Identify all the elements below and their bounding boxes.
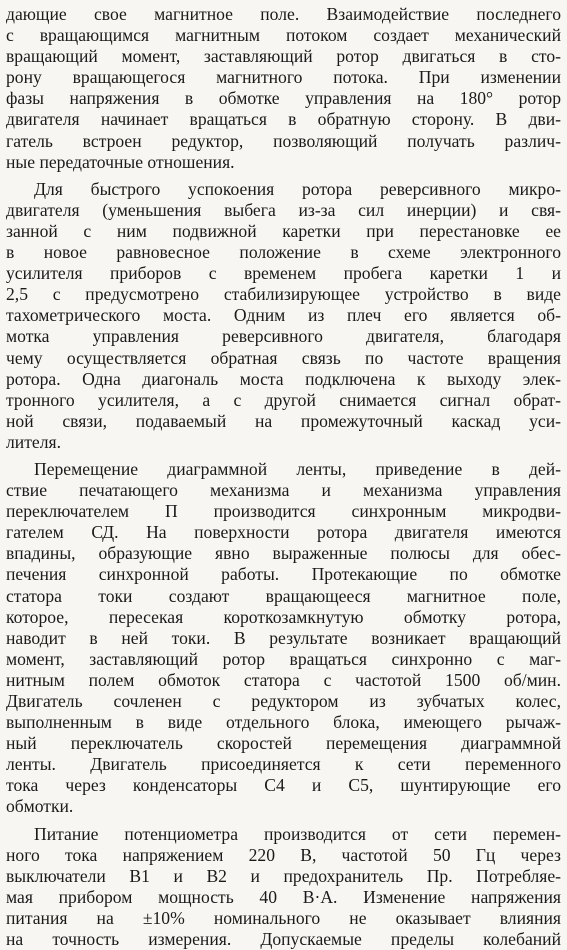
text-line: ствие печатающего механизма и механизма управления — [6, 480, 561, 501]
text-line: ные передаточные отношения. — [6, 151, 235, 172]
paragraph-1 — [6, 4, 561, 173]
paragraph-3 — [6, 459, 561, 818]
text-line: Перемещение диаграммной ленты, приведение в дей- — [34, 458, 561, 479]
text-line: статора токи создают вращающееся магнитное поле, — [6, 585, 561, 606]
text-line: момент, заставляющий ротор вращаться синхронно с маг- — [6, 648, 561, 669]
text-line: ной связи, подаваемый на промежуточный каскад уси- — [6, 410, 561, 431]
text-line: усилителя приборов с временем пробега каретки 1 и — [6, 263, 561, 284]
text-line: вращающий момент, заставляющий ротор двигаться в сто- — [6, 46, 561, 67]
text-line: выполненным в виде отдельного блока, имеющего рычаж- — [6, 712, 561, 733]
text-line: 2,5 с предусмотрено стабилизирующее устройство в виде — [6, 284, 561, 305]
text-line: дающие свое магнитное поле. Взаимодействие последнего — [6, 4, 561, 24]
text-line: лителя. — [6, 431, 61, 452]
text-line: фазы напряжения в обмотке управления на 180° ротор — [6, 88, 561, 109]
text-line: тронного усилителя, а с другой снимается сигнал обрат- — [6, 389, 561, 410]
text-line: Двигатель сочленен с редуктором из зубчатых колес, — [6, 691, 561, 711]
paragraph-2 — [6, 179, 561, 453]
text-line: чему осуществляется обратная связь по частоте вращения — [6, 347, 561, 368]
text-line: переключателем П производится синхронным микродви- — [6, 501, 561, 522]
text-line: двигателя (уменьшения выбега из-за сил инерции) и свя- — [6, 199, 561, 220]
text-line: гателем СД. На поверхности ротора двигателя имеются — [6, 522, 561, 543]
text-line: занной с ним подвижной каретки при перестановке ее — [6, 220, 561, 241]
paragraph-4 — [6, 824, 561, 950]
text-line: Для быстрого успокоения ротора реверсивного микро- — [34, 178, 561, 199]
text-line: мая прибором мощность 40 В·А. Изменение напряжения — [6, 886, 561, 907]
text-line: рону вращающегося магнитного потока. При изменении — [6, 67, 561, 88]
text-line: наводит в ней токи. В результате возникает вращающий — [6, 627, 561, 648]
text-line: обмотки. — [6, 796, 74, 817]
text-line: тока через конденсаторы С4 и С5, шунтирующие его — [6, 775, 561, 796]
text-line: которое, пересекая короткозамкнутую обмотку ротора, — [6, 606, 561, 627]
text-line: двигателя начинает вращаться в обратную сторону. В дви- — [6, 109, 561, 130]
text-line: Питание потенциометра производится от сети перемен- — [34, 823, 561, 844]
text-line: тахометрического моста. Одним из плеч его является об- — [6, 305, 561, 326]
text-line: выключатели В1 и В2 и предохранитель Пр. Потребляе- — [6, 865, 561, 886]
text-line: питания на ±10% номинального не оказывает влияния — [6, 907, 561, 928]
text-line: гатель встроен редуктор, позволяющий получать различ- — [6, 130, 561, 151]
text-line: нитным полем обмоток статора с частотой 1500 об/мин. — [6, 669, 561, 690]
text-line: в новое равновесное положение в схеме электронного — [6, 242, 561, 263]
text-line: впадины, образующие явно выраженные полюсы для обес- — [6, 543, 561, 564]
text-line: печения синхронной работы. Протекающие по обмотке — [6, 564, 561, 585]
text-line: с вращающимся магнитным потоком создает механический — [6, 25, 561, 46]
text-line: на точность измерения. Допускаемые пределы колебаний — [6, 929, 561, 950]
text-line: ного тока напряжением 220 В, частотой 50 Гц через — [6, 844, 561, 865]
text-line: ный переключатель скоростей перемещения диаграммной — [6, 733, 561, 754]
text-line: мотка управления реверсивного двигателя, благодаря — [6, 326, 561, 347]
text-line: ротора. Одна диагональ моста подключена к выходу элек- — [6, 368, 561, 389]
text-line: ленты. Двигатель присоединяется к сети переменного — [6, 754, 561, 775]
